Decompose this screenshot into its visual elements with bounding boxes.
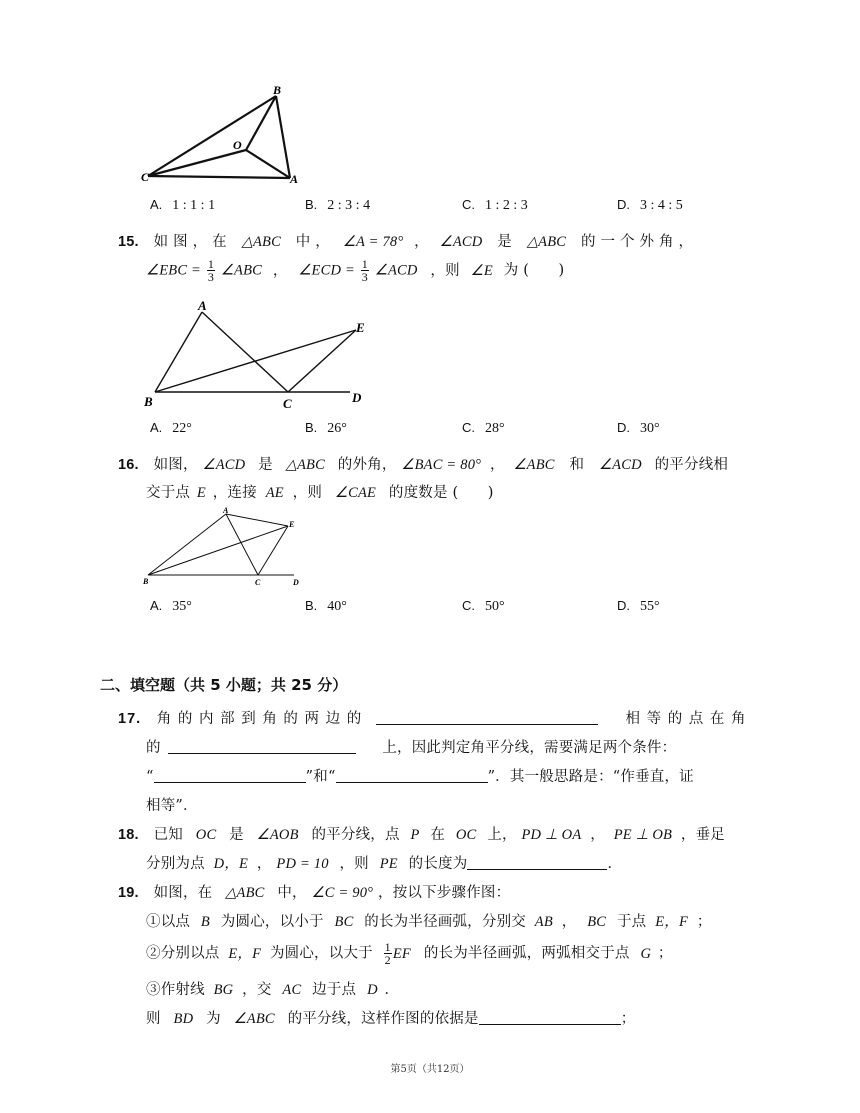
q15-label-e: E (356, 320, 365, 335)
q17-blank-3[interactable] (154, 768, 306, 783)
q16-option-a[interactable]: A. 35° (150, 598, 192, 614)
q14-segment-ca (148, 176, 290, 178)
q14-label-a: A (290, 172, 299, 186)
q16-label-b: B (143, 577, 149, 586)
q14-option-c[interactable]: C. 1 : 2 : 3 (462, 197, 528, 213)
q16-label-d: D (293, 578, 299, 587)
q15-fraction-2: $\frac{1}{3}$ (361, 257, 368, 284)
q17-blank-2[interactable] (168, 739, 356, 754)
q15-option-a[interactable]: A. 22° (150, 420, 192, 436)
q14-label-o: O (233, 138, 242, 152)
q15-line1: 15. 如 图 ， 在 △ABC 中 ， ∠A = 78° ， ∠ACD 是 △ABC 的 一 个 外 角 ， (118, 234, 694, 250)
q15-label-c: C (283, 396, 292, 411)
q18-line2: 分别为点 D，E ， PD = 10 ，则 PE 的长度为 ． (146, 856, 623, 872)
q19-step1: ①以点 B 为圆心，以小于 BC 的长为半径画弧，分别交 AB ， BC 于点 E，F ； (146, 914, 712, 930)
q14-figure (140, 82, 310, 188)
q15-line2: ∠EBC = $\frac{1}{3}$ ∠ABC ， ∠ECD = $\frac{1}{3}$ ∠ACD ，则 ∠E 为 ( ) (146, 257, 565, 284)
q19-step3: ③作射线 BG ，交 AC 边于点 D ． (146, 982, 400, 998)
q14-label-b: B (273, 83, 282, 97)
q16-line1: 16. 如图， ∠ACD 是 △ABC 的外角， ∠BAC = 80° ， ∠ABC 和 ∠ACD 的平分线相 (118, 457, 729, 473)
q19-step2: ②分别以点 E，F 为圆心，以大于 $\frac{1}{2}$ EF 的长为半径画弧，两弧相交于点 G ； (146, 940, 673, 967)
q14-label-c: C (141, 170, 150, 184)
q16-segment-be (148, 526, 288, 575)
q15-segment-ce (288, 330, 356, 392)
q16-label-e: E (289, 520, 295, 529)
q18-line1: 18. 已知 OC 是 ∠AOB 的平分线，点 P 在 OC 上， PD ⊥ OA ， PE ⊥ OB ，垂足 (118, 827, 725, 843)
q19-line5: 则 BD 为 ∠ABC 的平分线，这样作图的依据是 ； (146, 1011, 636, 1027)
q15-option-c[interactable]: C. 28° (462, 420, 505, 436)
q16-option-d[interactable]: D. 55° (617, 598, 660, 614)
q16-line2: 交于点 E ，连接 AE ，则 ∠CAE 的度数是 ( ) (146, 485, 494, 501)
q14-segment-ba (276, 96, 290, 178)
q17-line3: “ ”和“ ”．其一般思路是：“作垂直，证 (146, 769, 694, 785)
q16-option-b[interactable]: B. 40° (305, 598, 347, 614)
q15-label-b: B (144, 394, 153, 409)
q16-segment-ba (148, 514, 226, 575)
q16-option-c[interactable]: C. 50° (462, 598, 505, 614)
q15-option-b[interactable]: B. 26° (305, 420, 347, 436)
q15-label-a: A (198, 298, 207, 313)
section-title-fill-in: 二、填空题（共 5 小题；共 25 分） (100, 676, 348, 694)
q14-option-a[interactable]: A. 1 : 1 : 1 (150, 197, 216, 213)
q16-label-c: C (255, 578, 261, 587)
q15-segment-ac (202, 312, 288, 392)
q14-segment-cb (148, 96, 276, 176)
q16-segment-ce (258, 526, 288, 575)
q15-label-d: D (352, 390, 362, 405)
page-footer: 第5页（共12页） (390, 1064, 470, 1075)
q17-blank-4[interactable] (336, 768, 488, 783)
q15-option-d[interactable]: D. 30° (617, 420, 660, 436)
q17-line4: 相等”． (146, 798, 198, 814)
q17-blank-1[interactable] (376, 710, 598, 725)
q18-blank-1[interactable] (467, 855, 607, 870)
q15-fraction-1: $\frac{1}{3}$ (207, 257, 215, 284)
q19-fraction: $\frac{1}{2}$ (384, 940, 391, 967)
q14-segment-oa (246, 150, 290, 178)
q16-label-a: A (223, 506, 229, 515)
q16-segment-ae (226, 514, 288, 526)
q17-line1: 17. 角 的 内 部 到 角 的 两 边 的 相 等 的 点 在 角 (118, 711, 747, 727)
q15-figure (140, 298, 380, 413)
q17-line2: 的 上，因此判定角平分线，需要满足两个条件： (146, 740, 677, 756)
q14-segment-co (148, 150, 246, 176)
q19-line1: 19. 如图，在 △ABC 中， ∠C = 90° ，按以下步骤作图： (118, 885, 511, 901)
q14-option-d[interactable]: D. 3 : 4 : 5 (617, 197, 683, 213)
q19-blank-1[interactable] (479, 1010, 621, 1025)
q14-option-b[interactable]: B. 2 : 3 : 4 (305, 197, 371, 213)
q16-figure (140, 504, 310, 590)
q16-segment-ac (226, 514, 258, 575)
